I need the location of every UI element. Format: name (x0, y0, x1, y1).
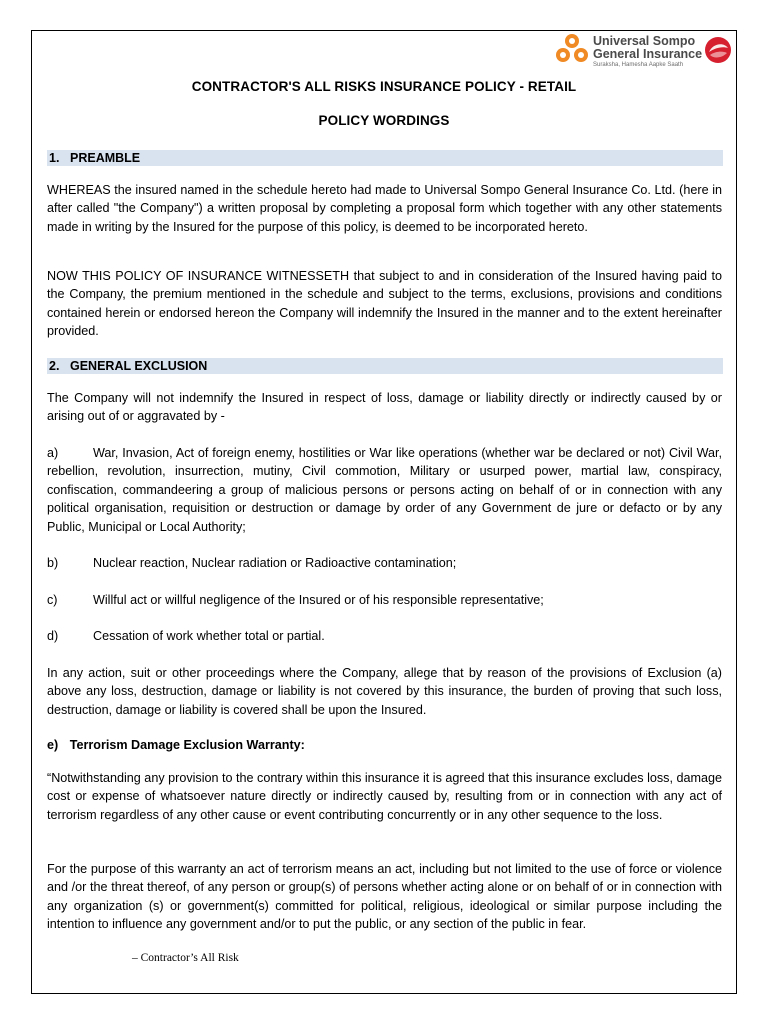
item-marker: e) (47, 738, 59, 752)
preamble-paragraph-2: NOW THIS POLICY OF INSURANCE WITNESSETH that subject to and in consideration of the Insured having paid to the Company, the premium mentioned in the schedule and subject to the terms, exclusions, provisions and conditions contained herein or endorsed hereon the Company will indemnify the Insured in the manner and to the extent hereinafter provided. (47, 269, 722, 339)
burden-of-proof-paragraph: In any action, suit or other proceedings where the Company, allege that by reason of the provisions of Exclusion (a) above any loss, destruction, damage or liability is not covered by this insurance, the burden of proving that such loss, destruction, damage or liability is covered shall be upon the Insured. (47, 666, 722, 717)
terrorism-paragraph-1: “Notwithstanding any provision to the contrary within this insurance it is agreed that this insurance excludes loss, damage cost or expense of whatsoever nature directly or indirectly caused by, resulting from or in connection with any act of terrorism regardless of any other cause or event contributing concurrently or in any other sequence to the loss. (47, 771, 722, 822)
logo-tagline: Suraksha, Hamesha Aapke Saath (593, 62, 684, 68)
exclusion-item-d (47, 627, 722, 645)
document-subtitle: POLICY WORDINGS (318, 113, 450, 128)
exclusion-item-a (47, 444, 722, 536)
logo-line-2: General Insurance (593, 47, 703, 61)
exclusion-intro: The Company will not indemnify the Insured in respect of loss, damage or liability directly or indirectly caused by or arising out of or aggravated by - (47, 391, 722, 424)
item-marker: c) (47, 593, 58, 607)
terrorism-heading (47, 738, 305, 752)
logo-line-1: Universal Sompo (593, 34, 696, 48)
preamble-paragraph-1: WHEREAS the insured named in the schedule hereto had made to Universal Sompo General Insurance Co. Ltd. (here in after called "the Company") a written proposal by completing a proposal form which together with any other statements made in writing by the Insured for the purpose of this policy, is deemed to be incorporated hereto. (47, 183, 722, 234)
section-heading-general-exclusion (47, 358, 723, 374)
terrorism-paragraph-2: For the purpose of this warranty an act of terrorism means an act, including but not limited to the use of force or violence and /or the threat thereof, of any person or group(s) of persons whether acting alone or on behalf of or in connection with any organization (s) or government(s) committed for political, religious, ideological or similar purpose including the intention to influence any government and/or to put the public, or any section of the public in fear. (47, 862, 722, 932)
item-marker: b) (47, 556, 59, 570)
section-label: PREAMBLE (70, 151, 141, 165)
terrorism-heading-text: Terrorism Damage Exclusion Warranty: (69, 738, 305, 752)
item-text: Nuclear reaction, Nuclear radiation or Radioactive contamination; (93, 556, 457, 570)
section-heading-preamble (47, 150, 723, 166)
exclusion-item-b (47, 554, 722, 572)
exclusion-item-c (47, 591, 722, 609)
logo-wordmark (593, 35, 702, 61)
section-number: 1. (49, 151, 60, 165)
page-footer: – Contractor’s All Risk (132, 952, 239, 964)
document-title: CONTRACTOR'S ALL RISKS INSURANCE POLICY - RETAIL (191, 79, 577, 94)
item-text: War, Invasion, Act of foreign enemy, hostilities or War like operations (whether war be declared or not) Civil War, rebellion, revolution, insurrection, mutiny, Civil commotion, Military or usurped power, martial law, conspiracy, confiscation, commandeering a group of malicious persons or persons acting on behalf of or in connection with any political organisation, requisition or destruction or damage by order of any Government de jure or defacto or by any Public, Municipal or Local Authority; (47, 446, 722, 534)
logo-circle-icon (704, 36, 732, 64)
document-page (31, 30, 737, 994)
item-text: Willful act or willful negligence of the Insured or of his responsible representative; (93, 593, 544, 607)
section-number: 2. (49, 359, 60, 373)
item-marker: d) (47, 629, 59, 643)
flower-icon (554, 33, 590, 67)
section-label: GENERAL EXCLUSION (70, 359, 208, 373)
company-logo (554, 33, 736, 73)
item-text: Cessation of work whether total or partial. (93, 629, 325, 643)
item-marker: a) (47, 446, 59, 460)
